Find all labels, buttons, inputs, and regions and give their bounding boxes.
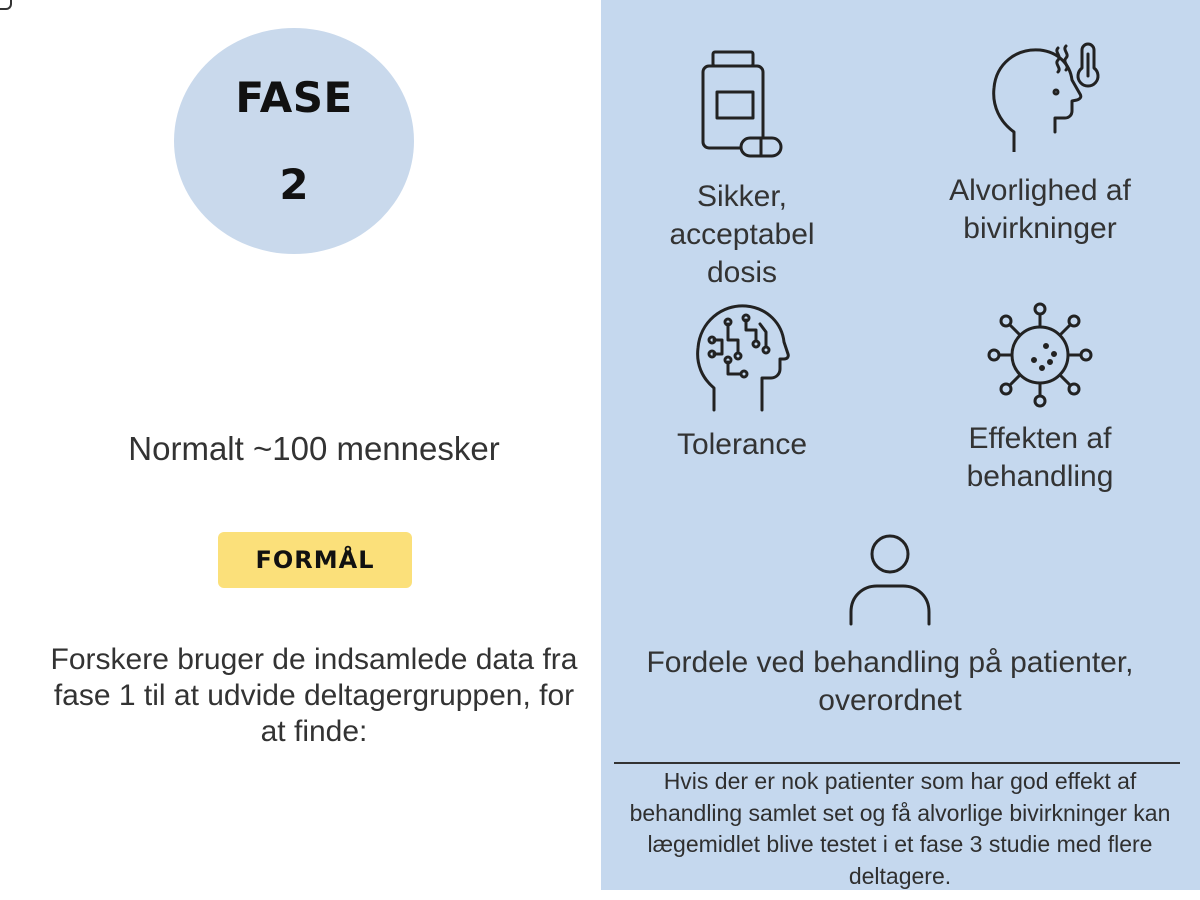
feature-benefit — [640, 528, 1140, 720]
feature-side-effects — [920, 40, 1160, 248]
footnote-text: Hvis der er nok patienter som har god effekt af behandling samlet set og få alvorlige bivirkninger kan lægemidlet blive testet i et fase 3 studie med flere deltagere. — [629, 768, 1171, 889]
corner-decoration — [0, 0, 12, 10]
feature-dose-label: Sikker, acceptabel dosis — [669, 180, 815, 289]
head-circuit-icon — [694, 300, 790, 412]
person-icon — [845, 528, 935, 628]
head-fever-thermometer-icon — [978, 40, 1102, 152]
phase-number: 2 — [279, 160, 309, 209]
footnote-divider — [614, 762, 1180, 764]
pill-bottle-icon — [697, 48, 787, 160]
purpose-badge: FORMÅL — [218, 532, 412, 588]
participants-text: Normalt ~100 mennesker — [128, 430, 500, 467]
feature-effect — [920, 300, 1160, 496]
feature-effect-label: Effekten af behandling — [966, 422, 1114, 493]
feature-tolerance — [640, 300, 844, 464]
feature-side-effects-label: Alvorlighed af bivirkninger — [949, 174, 1131, 245]
purpose-text: Forskere bruger de indsamlede data fra fase 1 til at udvide deltagergruppen, for at finde: — [50, 643, 578, 748]
phase-circle — [174, 28, 414, 254]
feature-tolerance-label: Tolerance — [676, 428, 808, 461]
phase-title: FASE — [235, 73, 353, 122]
feature-benefit-label: Fordele ved behandling på patienter, overordnet — [646, 646, 1134, 717]
virus-icon — [984, 300, 1096, 410]
feature-dose — [640, 48, 844, 292]
